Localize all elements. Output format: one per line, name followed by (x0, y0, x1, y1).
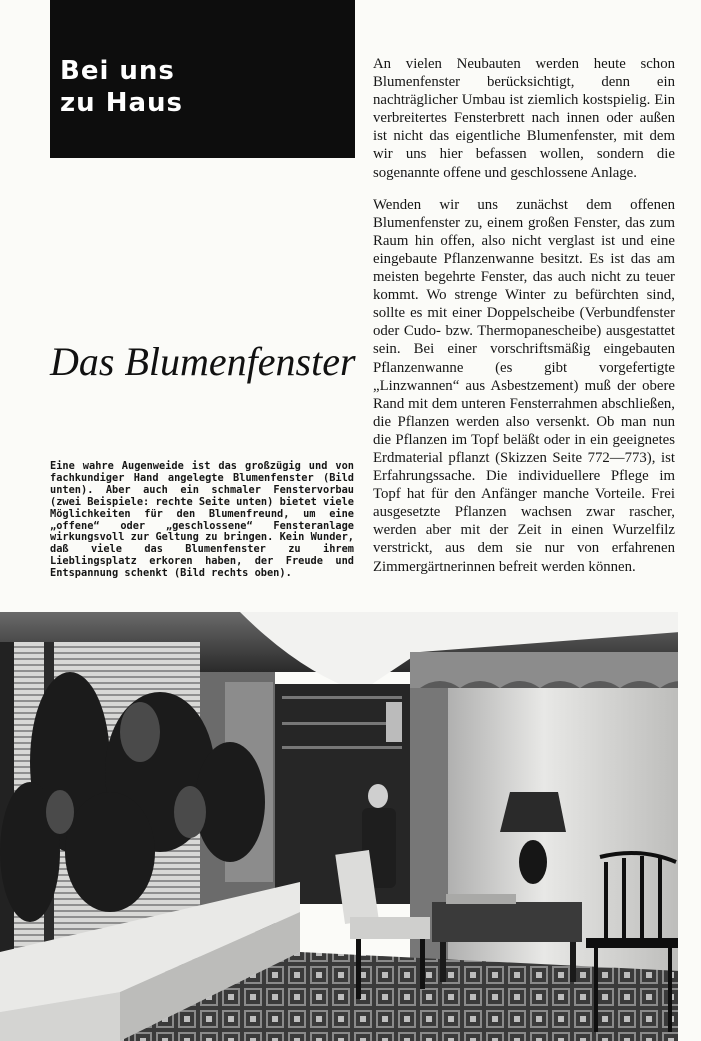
body-paragraph-1: An vielen Neubauten werden heute schon Blumenfenster berücksichtigt, denn ein nachträglicher Umbau ist ziemlich kostspielig. Ein verbreitertes Fensterbrett nach innen oder außen ist nicht das eigentliche Blumenfenster, mit dem wir uns hier befassen wollen, sondern die sogenannte offene und geschlossene Anlage. (373, 56, 675, 181)
article-body-column (373, 55, 675, 576)
section-title (60, 55, 183, 119)
body-paragraph-2: Wenden wir uns zunächst dem offenen Blumenfenster zu, einem großen Fenster, das zum Raum hin offen, also nicht verglast ist und eine eingebaute Pflanzenwanne besitzt. Es ist das am meisten begehrte Fenster, das auch nicht zu teuer kommt. Wo strenge Winter zu befürchten sind, sollte es mit einer Doppelscheibe (Verbundfenster oder Cudo- bzw. Thermopanescheibe) ausgestattet sein. Bei einer vorschriftsmäßig eingebauten Pflanzenwanne (es gibt vorgefertigte „Linzwannen“ aus Asbestzement) muß der obere Rand mit dem unteren Fensterrahmen abschließen, die Pflanzen werden also versenkt. Ob man nun die Pflanzen im Topf beläßt oder in ein geeignetes Erdmaterial pflanzt (Skizzen Seite 772—773), ist Erfahrungssache. Die individuellere Pflege im Topf hat für den Anfänger manche Vorteile. Frei ausgesetzte Pflanzen wachsen zwar rascher, werden aber mit der Zeit in einen Wurzelfilz verstrickt, aus dem sie nur von erfahrenen Zimmergärtnerinnen befreit werden können. (373, 196, 675, 575)
section-title-line-1: Bei uns (60, 56, 175, 86)
section-header-box (50, 0, 355, 158)
section-title-line-2: zu Haus (60, 88, 183, 118)
room-photo (0, 612, 701, 1041)
article-intro: Eine wahre Augenweide ist das großzügig und von fachkundiger Hand angelegte Blumenfenster (Bild unten). Aber auch ein schmaler Fenstervorbau (zwei Beispiele: rechte Seite unten) bietet viele Möglichkeiten für den Blumenfreund, um eine „offene“ oder „geschlossene“ Fensteranlage wirkungsvoll zur Geltung zu bringen. Kein Wunder, daß viele das Blumenfenster zu ihrem Lieblingsplatz erkoren haben, der Freude und Entspannung schenkt (Bild rechts oben). (50, 460, 354, 580)
article-title: Das Blumenfenster (50, 339, 356, 384)
